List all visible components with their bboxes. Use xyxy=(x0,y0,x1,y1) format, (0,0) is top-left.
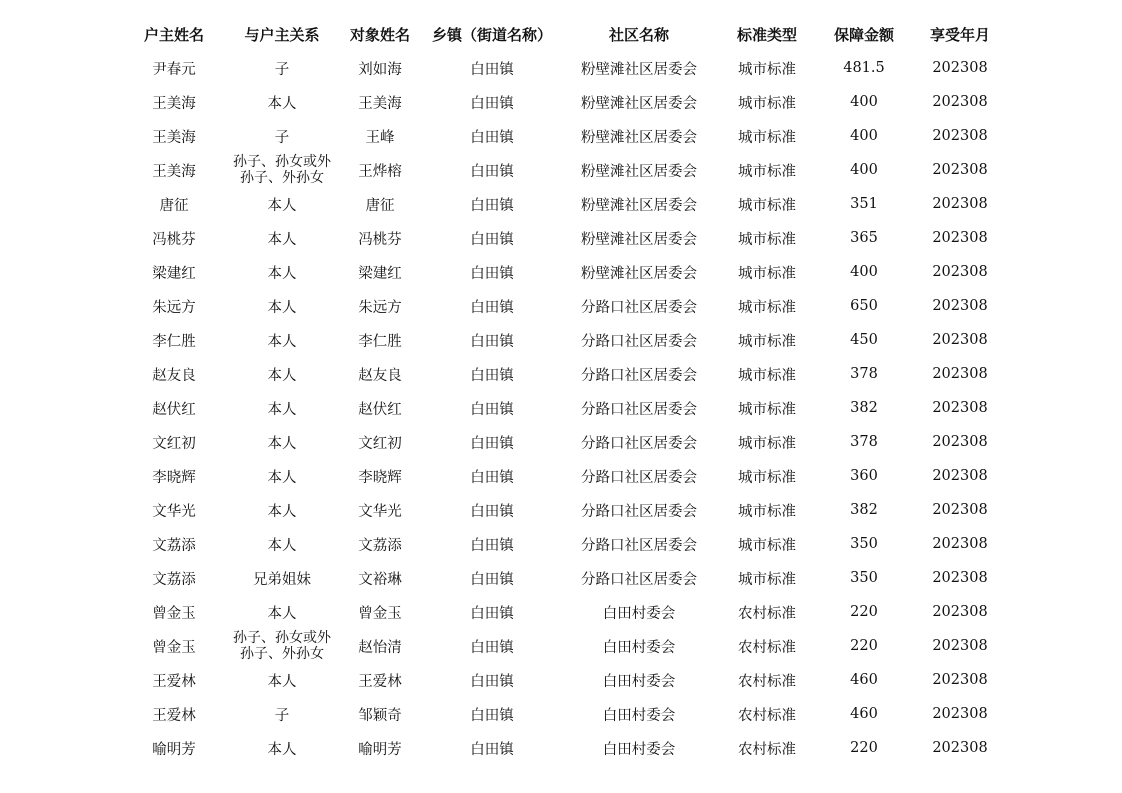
cell-community: 白田村委会 xyxy=(602,605,676,622)
cell-standard-type: 农村标准 xyxy=(738,741,796,758)
table-row xyxy=(120,391,1008,425)
cell-recipient-name: 朱远方 xyxy=(358,299,402,316)
cell-township: 白田镇 xyxy=(470,537,514,554)
cell-community: 白田村委会 xyxy=(602,707,676,724)
cell-standard-type: 城市标准 xyxy=(738,61,796,78)
cell-period: 202308 xyxy=(932,60,988,76)
cell-relationship: 本人 xyxy=(267,401,297,418)
table-row xyxy=(120,493,1008,527)
cell-community: 粉壁滩社区居委会 xyxy=(581,265,697,282)
cell-standard-type: 农村标准 xyxy=(738,673,796,690)
cell-recipient-name: 文荔添 xyxy=(358,537,402,554)
cell-standard-type: 城市标准 xyxy=(738,129,796,146)
cell-period: 202308 xyxy=(932,332,988,348)
cell-amount: 350 xyxy=(850,570,878,586)
cell-period: 202308 xyxy=(932,128,988,144)
cell-relationship: 子 xyxy=(274,707,290,724)
cell-amount: 400 xyxy=(850,94,878,110)
cell-township: 白田镇 xyxy=(470,673,514,690)
cell-relationship: 子 xyxy=(274,61,290,78)
beneficiary-table xyxy=(120,17,1008,765)
cell-period: 202308 xyxy=(932,536,988,552)
table-row xyxy=(120,459,1008,493)
table-row xyxy=(120,119,1008,153)
table-row xyxy=(120,187,1008,221)
table-row xyxy=(120,731,1008,765)
table-row xyxy=(120,697,1008,731)
cell-householder-name: 李晓辉 xyxy=(152,469,196,486)
cell-amount: 382 xyxy=(850,400,878,416)
header-period: 享受年月 xyxy=(929,25,990,44)
cell-community: 分路口社区居委会 xyxy=(581,537,697,554)
header-community: 社区名称 xyxy=(608,25,669,44)
cell-standard-type: 农村标准 xyxy=(738,605,796,622)
cell-community: 粉壁滩社区居委会 xyxy=(581,129,697,146)
cell-community: 粉壁滩社区居委会 xyxy=(581,163,697,180)
cell-standard-type: 城市标准 xyxy=(738,163,796,180)
cell-amount: 378 xyxy=(850,434,878,450)
table-row xyxy=(120,663,1008,697)
cell-amount: 460 xyxy=(850,672,878,688)
cell-community: 粉壁滩社区居委会 xyxy=(581,231,697,248)
cell-community: 粉壁滩社区居委会 xyxy=(581,197,697,214)
cell-recipient-name: 喻明芳 xyxy=(358,741,402,758)
table-row xyxy=(120,255,1008,289)
cell-relationship: 孙子、孙女或外孙子、外孙女 xyxy=(233,154,331,186)
cell-relationship: 本人 xyxy=(267,537,297,554)
cell-standard-type: 城市标准 xyxy=(738,537,796,554)
cell-relationship: 本人 xyxy=(267,469,297,486)
cell-township: 白田镇 xyxy=(470,61,514,78)
cell-relationship: 本人 xyxy=(267,197,297,214)
cell-period: 202308 xyxy=(932,230,988,246)
cell-community: 白田村委会 xyxy=(602,673,676,690)
table-row xyxy=(120,51,1008,85)
table-row xyxy=(120,357,1008,391)
cell-amount: 400 xyxy=(850,264,878,280)
header-householder-name: 户主姓名 xyxy=(143,25,204,44)
cell-recipient-name: 刘如海 xyxy=(358,61,402,78)
table-row xyxy=(120,289,1008,323)
cell-community: 分路口社区居委会 xyxy=(581,469,697,486)
cell-householder-name: 曾金玉 xyxy=(152,639,196,656)
cell-recipient-name: 赵伏红 xyxy=(358,401,402,418)
cell-standard-type: 农村标准 xyxy=(738,639,796,656)
header-relationship: 与户主关系 xyxy=(244,25,320,44)
cell-period: 202308 xyxy=(932,434,988,450)
cell-period: 202308 xyxy=(932,672,988,688)
cell-community: 白田村委会 xyxy=(602,639,676,656)
cell-householder-name: 文红初 xyxy=(152,435,196,452)
cell-amount: 351 xyxy=(850,196,878,212)
cell-standard-type: 农村标准 xyxy=(738,707,796,724)
cell-standard-type: 城市标准 xyxy=(738,469,796,486)
cell-amount: 365 xyxy=(850,230,878,246)
table-row xyxy=(120,323,1008,357)
cell-township: 白田镇 xyxy=(470,639,514,656)
cell-standard-type: 城市标准 xyxy=(738,95,796,112)
cell-township: 白田镇 xyxy=(470,469,514,486)
cell-relationship: 本人 xyxy=(267,265,297,282)
cell-householder-name: 赵伏红 xyxy=(152,401,196,418)
cell-period: 202308 xyxy=(932,502,988,518)
cell-householder-name: 文华光 xyxy=(152,503,196,520)
cell-standard-type: 城市标准 xyxy=(738,401,796,418)
cell-period: 202308 xyxy=(932,706,988,722)
cell-township: 白田镇 xyxy=(470,707,514,724)
cell-township: 白田镇 xyxy=(470,435,514,452)
table-row xyxy=(120,221,1008,255)
cell-community: 分路口社区居委会 xyxy=(581,333,697,350)
header-amount: 保障金额 xyxy=(833,25,894,44)
cell-township: 白田镇 xyxy=(470,163,514,180)
cell-householder-name: 唐征 xyxy=(159,197,189,214)
cell-period: 202308 xyxy=(932,740,988,756)
cell-amount: 650 xyxy=(850,298,878,314)
cell-community: 分路口社区居委会 xyxy=(581,571,697,588)
cell-recipient-name: 文华光 xyxy=(358,503,402,520)
cell-householder-name: 梁建红 xyxy=(152,265,196,282)
cell-householder-name: 文荔添 xyxy=(152,571,196,588)
cell-recipient-name: 曾金玉 xyxy=(358,605,402,622)
cell-standard-type: 城市标准 xyxy=(738,333,796,350)
cell-relationship: 本人 xyxy=(267,503,297,520)
cell-recipient-name: 李仁胜 xyxy=(358,333,402,350)
cell-community: 白田村委会 xyxy=(602,741,676,758)
cell-township: 白田镇 xyxy=(470,265,514,282)
cell-period: 202308 xyxy=(932,400,988,416)
cell-period: 202308 xyxy=(932,162,988,178)
cell-recipient-name: 唐征 xyxy=(365,197,395,214)
cell-householder-name: 李仁胜 xyxy=(152,333,196,350)
cell-standard-type: 城市标准 xyxy=(738,503,796,520)
cell-period: 202308 xyxy=(932,264,988,280)
cell-township: 白田镇 xyxy=(470,95,514,112)
table-row xyxy=(120,629,1008,663)
cell-householder-name: 喻明芳 xyxy=(152,741,196,758)
cell-relationship: 本人 xyxy=(267,95,297,112)
cell-community: 分路口社区居委会 xyxy=(581,299,697,316)
cell-township: 白田镇 xyxy=(470,571,514,588)
cell-relationship: 子 xyxy=(274,129,290,146)
cell-recipient-name: 赵友良 xyxy=(358,367,402,384)
cell-amount: 360 xyxy=(850,468,878,484)
cell-recipient-name: 王烨榕 xyxy=(358,163,402,180)
cell-standard-type: 城市标准 xyxy=(738,367,796,384)
cell-period: 202308 xyxy=(932,366,988,382)
cell-period: 202308 xyxy=(932,638,988,654)
cell-amount: 378 xyxy=(850,366,878,382)
cell-amount: 400 xyxy=(850,162,878,178)
cell-amount: 382 xyxy=(850,502,878,518)
table-row xyxy=(120,527,1008,561)
cell-householder-name: 尹春元 xyxy=(152,61,196,78)
cell-relationship: 本人 xyxy=(267,741,297,758)
cell-township: 白田镇 xyxy=(470,299,514,316)
cell-township: 白田镇 xyxy=(470,401,514,418)
cell-householder-name: 王爱林 xyxy=(152,707,196,724)
cell-township: 白田镇 xyxy=(470,367,514,384)
table-header-row xyxy=(120,17,1008,51)
cell-township: 白田镇 xyxy=(470,605,514,622)
cell-township: 白田镇 xyxy=(470,503,514,520)
cell-standard-type: 城市标准 xyxy=(738,197,796,214)
cell-township: 白田镇 xyxy=(470,333,514,350)
cell-householder-name: 朱远方 xyxy=(152,299,196,316)
cell-period: 202308 xyxy=(932,570,988,586)
cell-amount: 350 xyxy=(850,536,878,552)
cell-community: 分路口社区居委会 xyxy=(581,367,697,384)
cell-standard-type: 城市标准 xyxy=(738,435,796,452)
cell-amount: 220 xyxy=(850,638,878,654)
cell-community: 粉壁滩社区居委会 xyxy=(581,95,697,112)
table-row xyxy=(120,85,1008,119)
cell-amount: 220 xyxy=(850,604,878,620)
cell-township: 白田镇 xyxy=(470,129,514,146)
cell-community: 分路口社区居委会 xyxy=(581,435,697,452)
cell-relationship: 本人 xyxy=(267,333,297,350)
cell-recipient-name: 赵怡清 xyxy=(358,639,402,656)
cell-householder-name: 赵友良 xyxy=(152,367,196,384)
cell-householder-name: 曾金玉 xyxy=(152,605,196,622)
cell-householder-name: 文荔添 xyxy=(152,537,196,554)
header-standard-type: 标准类型 xyxy=(736,25,797,44)
cell-community: 粉壁滩社区居委会 xyxy=(581,61,697,78)
cell-relationship: 孙子、孙女或外孙子、外孙女 xyxy=(233,630,331,662)
cell-recipient-name: 梁建红 xyxy=(358,265,402,282)
cell-recipient-name: 王峰 xyxy=(365,129,395,146)
cell-recipient-name: 冯桃芬 xyxy=(358,231,402,248)
cell-householder-name: 王爱林 xyxy=(152,673,196,690)
cell-township: 白田镇 xyxy=(470,231,514,248)
cell-relationship: 本人 xyxy=(267,231,297,248)
cell-standard-type: 城市标准 xyxy=(738,299,796,316)
cell-community: 分路口社区居委会 xyxy=(581,503,697,520)
cell-period: 202308 xyxy=(932,604,988,620)
cell-relationship: 兄弟姐妹 xyxy=(253,571,311,588)
cell-recipient-name: 王美海 xyxy=(358,95,402,112)
cell-relationship: 本人 xyxy=(267,673,297,690)
cell-standard-type: 城市标准 xyxy=(738,231,796,248)
table-body xyxy=(120,51,1008,765)
header-township: 乡镇（街道名称） xyxy=(431,25,552,44)
table-row xyxy=(120,561,1008,595)
cell-householder-name: 王美海 xyxy=(152,95,196,112)
cell-householder-name: 冯桃芬 xyxy=(152,231,196,248)
cell-relationship: 本人 xyxy=(267,605,297,622)
cell-relationship: 本人 xyxy=(267,435,297,452)
table-row xyxy=(120,153,1008,187)
cell-recipient-name: 文红初 xyxy=(358,435,402,452)
cell-amount: 460 xyxy=(850,706,878,722)
table-row xyxy=(120,425,1008,459)
cell-amount: 400 xyxy=(850,128,878,144)
cell-householder-name: 王美海 xyxy=(152,129,196,146)
table-row xyxy=(120,595,1008,629)
cell-amount: 450 xyxy=(850,332,878,348)
cell-recipient-name: 邹颖奇 xyxy=(358,707,402,724)
cell-recipient-name: 王爱林 xyxy=(358,673,402,690)
cell-standard-type: 城市标准 xyxy=(738,265,796,282)
cell-period: 202308 xyxy=(932,94,988,110)
cell-township: 白田镇 xyxy=(470,197,514,214)
cell-amount: 481.5 xyxy=(843,60,885,76)
cell-householder-name: 王美海 xyxy=(152,163,196,180)
cell-amount: 220 xyxy=(850,740,878,756)
cell-township: 白田镇 xyxy=(470,741,514,758)
header-recipient-name: 对象姓名 xyxy=(349,25,410,44)
cell-community: 分路口社区居委会 xyxy=(581,401,697,418)
cell-period: 202308 xyxy=(932,196,988,212)
cell-period: 202308 xyxy=(932,298,988,314)
cell-period: 202308 xyxy=(932,468,988,484)
cell-relationship: 本人 xyxy=(267,367,297,384)
cell-recipient-name: 李晓辉 xyxy=(358,469,402,486)
cell-relationship: 本人 xyxy=(267,299,297,316)
cell-recipient-name: 文裕琳 xyxy=(358,571,402,588)
cell-standard-type: 城市标准 xyxy=(738,571,796,588)
